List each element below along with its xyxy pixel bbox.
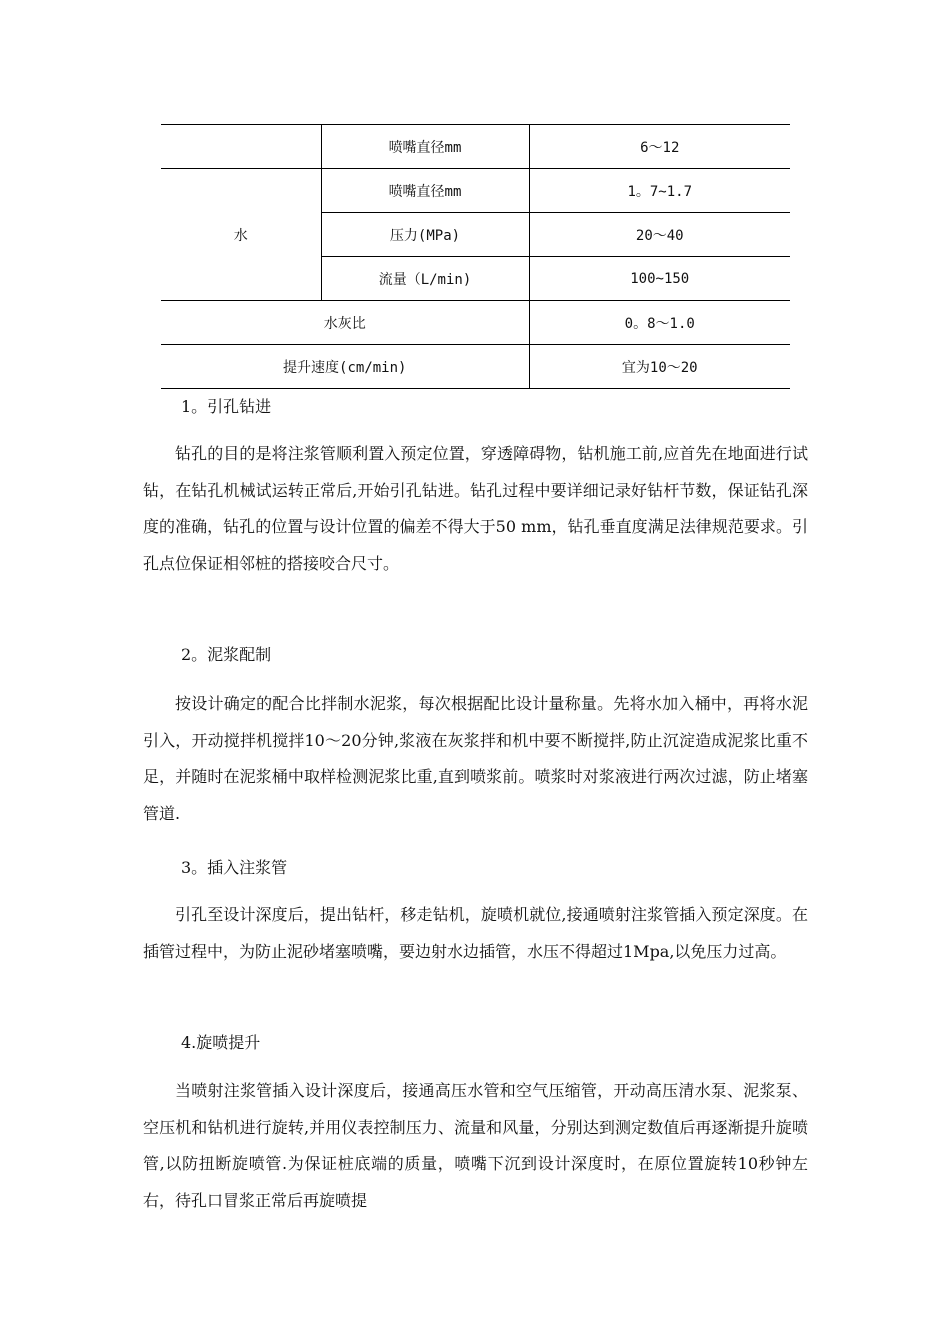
section-heading: 4.旋喷提升	[181, 1033, 261, 1052]
table-value-cell: 0。8～1.0	[529, 301, 790, 345]
table-value-cell: 1。7~1.7	[529, 169, 790, 213]
table-param-cell: 压力(MPa)	[321, 213, 529, 257]
section-heading: 1。引孔钻进	[181, 397, 272, 416]
table-row	[161, 301, 790, 345]
table-group-cell	[161, 125, 321, 169]
table-value-cell: 宜为10～20	[529, 345, 790, 389]
table-group-cell: 水	[161, 169, 321, 301]
section-paragraph: 按设计确定的配合比拌制水泥浆，每次根据配比设计量称量。先将水加入桶中，再将水泥引入，开动搅拌机搅拌10～20分钟,浆液在灰浆拌和机中要不断搅拌,防止沉淀造成泥浆比重不足，并随时在泥浆桶中取样检测泥浆比重,直到喷浆前。喷浆时对浆液进行两次过滤，防止堵塞管道.	[143, 694, 808, 823]
table-param-cell: 流量（L/min)	[321, 257, 529, 301]
table-row	[161, 169, 790, 213]
table-value-cell: 20～40	[529, 213, 790, 257]
section-paragraph: 引孔至设计深度后，提出钻杆，移走钻机，旋喷机就位,接通喷射注浆管插入预定深度。在插管过程中，为防止泥砂堵塞喷嘴，要边射水边插管，水压不得超过1Mpa,以免压力过高。	[143, 905, 808, 961]
table-row	[161, 345, 790, 389]
section-heading: 2。泥浆配制	[181, 645, 272, 664]
table-param-cell: 提升速度(cm/min)	[161, 345, 529, 389]
section-heading: 3。插入注浆管	[181, 858, 288, 877]
parameter-table	[161, 124, 790, 389]
section-paragraph: 钻孔的目的是将注浆管顺利置入预定位置，穿透障碍物，钻机施工前,应首先在地面进行试钻，在钻孔机械试运转正常后,开始引孔钻进。钻孔过程中要详细记录好钻杆节数，保证钻孔深度的准确，钻孔的位置与设计位置的偏差不得大于50 mm，钻孔垂直度满足法律规范要求。引孔点位保证相邻桩的搭接咬合尺寸。	[143, 444, 808, 573]
section-paragraph: 当喷射注浆管插入设计深度后，接通高压水管和空气压缩管，开动高压清水泵、泥浆泵、空压机和钻机进行旋转,并用仪表控制压力、流量和风量，分别达到测定数值后再逐渐提升旋喷管,以防扭断旋喷管.为保证桩底端的质量，喷嘴下沉到设计深度时，在原位置旋转10秒钟左右，待孔口冒浆正常后再旋喷提	[143, 1081, 808, 1210]
table-value-cell: 100~150	[529, 257, 790, 301]
table-value-cell: 6～12	[529, 125, 790, 169]
table-row	[161, 125, 790, 169]
table-param-cell: 喷嘴直径mm	[321, 125, 529, 169]
table-param-cell: 水灰比	[161, 301, 529, 345]
table-param-cell: 喷嘴直径mm	[321, 169, 529, 213]
